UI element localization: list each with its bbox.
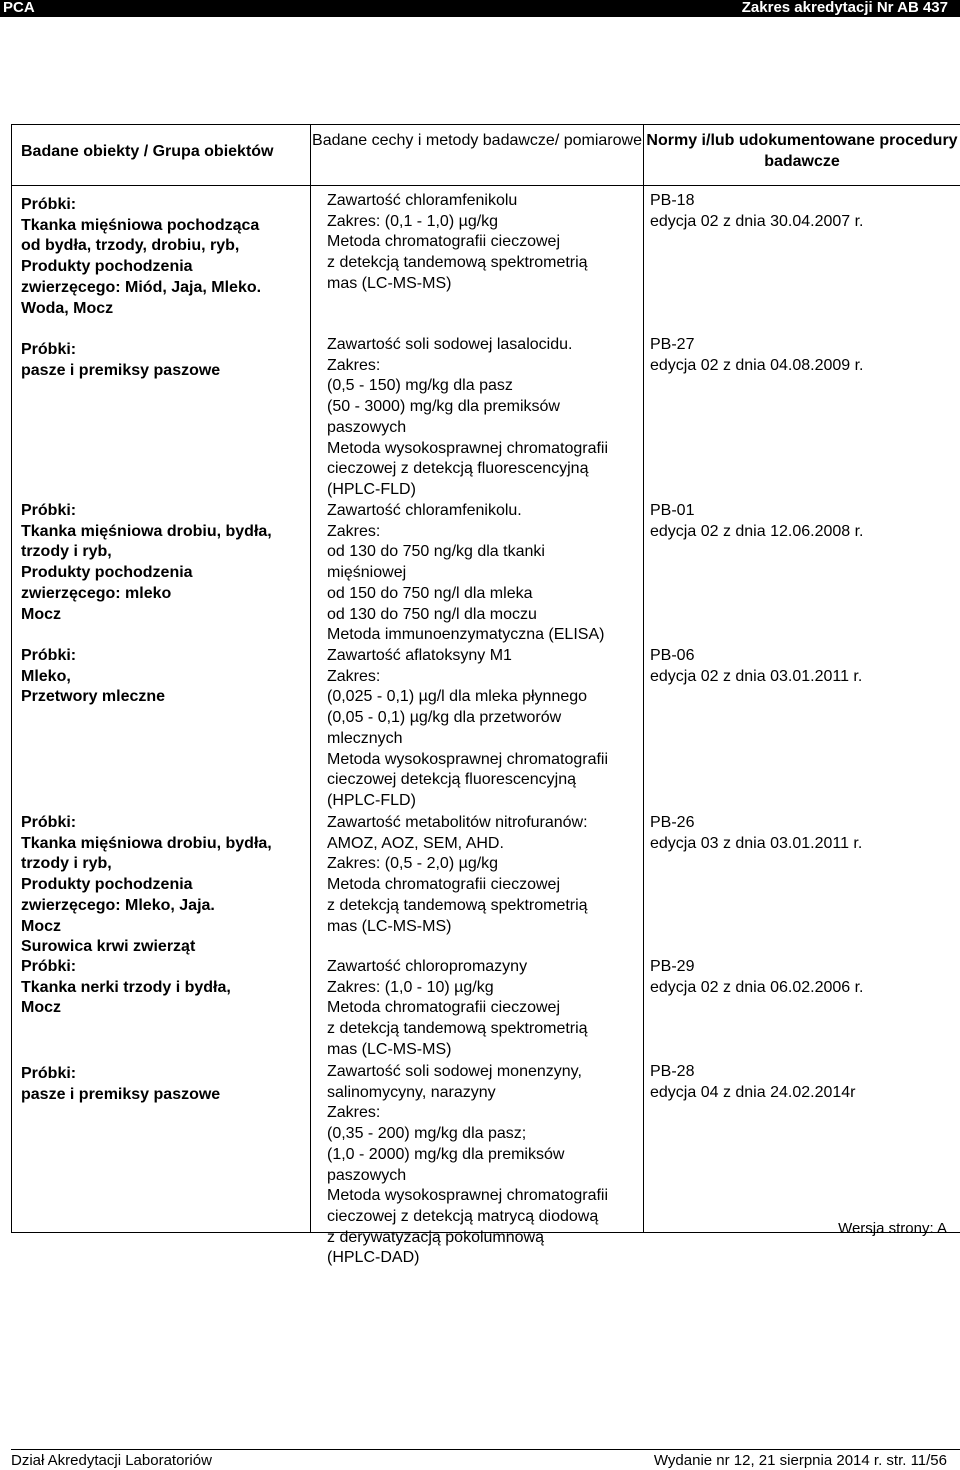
method-block-4: [327, 646, 608, 812]
method-block-line: Zawartość soli sodowej lasalocidu.: [327, 336, 573, 353]
table-body-row: [12, 186, 960, 1233]
object-group-line: zwierzęcego: mleko: [21, 584, 172, 602]
method-block-line: Zakres: (0,5 - 2,0) µg/kg: [327, 855, 499, 873]
method-block-line: mas (LC-MS-MS): [327, 917, 452, 935]
method-block-line: (HPLC-FLD): [327, 480, 416, 498]
footer-divider: [11, 1449, 960, 1450]
method-block-line: (0,05 - 0,1) µg/kg dla przetworów: [327, 709, 562, 727]
object-group-line: Próbki:: [21, 958, 77, 975]
method-block-line: Zawartość metabolitów nitrofuranów:: [327, 814, 588, 831]
norm-block-line: edycja 02 z dnia 12.06.2008 r.: [650, 522, 864, 540]
object-group-line: pasze i premiksy paszowe: [21, 1085, 221, 1103]
method-block-line: (0,5 - 150) mg/kg dla pasz: [327, 377, 513, 395]
method-block-line: Zakres: (1,0 - 10) µg/kg: [327, 978, 494, 996]
method-block-7: [327, 1062, 608, 1269]
norm-block-2: [650, 335, 864, 376]
method-block-line: paszowych: [327, 418, 407, 436]
norm-block-line: PB-06: [650, 647, 695, 664]
header-accreditation: Zakres akredytacji Nr AB 437: [741, 0, 948, 16]
method-block-line: (HPLC-DAD): [327, 1249, 420, 1267]
method-block-1: [327, 191, 588, 295]
object-group-line: Produkty pochodzenia: [21, 876, 193, 894]
method-block-line: od 150 do 750 ng/l dla mleka: [327, 584, 533, 602]
method-block-line: Metoda chromatografii cieczowej: [327, 876, 560, 894]
method-block-line: Metoda wysokosprawnej chromatografii: [327, 439, 609, 457]
norm-block-line: edycja 02 z dnia 06.02.2006 r.: [650, 978, 864, 996]
footer-department: Dział Akredytacji Laboratoriów: [11, 1452, 212, 1469]
method-block-line: mięśniowej: [327, 564, 407, 582]
object-group-3: [21, 501, 272, 625]
method-block-line: od 130 do 750 ng/kg dla tkanki: [327, 543, 545, 561]
method-block-3: [327, 501, 604, 646]
method-block-line: salinomycyny, narazyny: [327, 1083, 496, 1101]
object-group-line: Próbki:: [21, 341, 77, 358]
object-group-line: Próbki:: [21, 647, 77, 664]
method-block-line: Zakres:: [327, 522, 381, 540]
method-block-line: Zakres: (0,1 - 1,0) µg/kg: [327, 212, 499, 230]
object-group-line: zwierzęcego: Miód, Jaja, Mleko.: [21, 278, 262, 296]
norm-block-line: PB-29: [650, 958, 695, 975]
norm-block-6: [650, 957, 864, 998]
table-header-row: [12, 125, 960, 186]
object-group-7: [21, 1064, 220, 1105]
norm-block-line: PB-18: [650, 192, 695, 209]
header-norms: Normy i/lub udokumentowane procedury badawcze: [644, 125, 960, 186]
method-block-line: Zawartość aflatoksyny M1: [327, 647, 512, 664]
method-block-line: Metoda wysokosprawnej chromatografii: [327, 1187, 609, 1205]
object-group-line: od bydła, trzody, drobiu, ryb,: [21, 237, 240, 255]
norm-block-line: PB-28: [650, 1063, 695, 1080]
method-block-line: mlecznych: [327, 729, 403, 747]
object-group-line: Przetwory mleczne: [21, 688, 166, 706]
object-group-line: Próbki:: [21, 502, 77, 519]
object-group-line: Produkty pochodzenia: [21, 258, 193, 276]
norm-block-line: PB-01: [650, 502, 695, 519]
method-block-line: (0,025 - 0,1) µg/l dla mleka płynnego: [327, 688, 588, 706]
object-group-line: Tkanka nerki trzody i bydła,: [21, 978, 231, 996]
object-group-line: Mocz: [21, 999, 61, 1017]
object-group-line: Próbki:: [21, 196, 77, 213]
method-block-line: z detekcją tandemową spektrometrią: [327, 254, 588, 272]
norm-block-line: edycja 02 z dnia 04.08.2009 r.: [650, 356, 864, 374]
object-group-line: trzody i ryb,: [21, 543, 112, 561]
object-group-line: trzody i ryb,: [21, 855, 112, 873]
method-block-line: Zawartość soli sodowej monenzyny,: [327, 1063, 582, 1080]
method-block-line: Metoda chromatografii cieczowej: [327, 233, 560, 251]
object-group-line: Tkanka mięśniowa pochodząca: [21, 216, 260, 234]
page-header-bar: [0, 0, 960, 17]
norm-block-line: edycja 02 z dnia 30.04.2007 r.: [650, 212, 864, 230]
object-group-line: Mocz: [21, 605, 61, 623]
method-block-6: [327, 957, 588, 1061]
method-block-line: Metoda chromatografii cieczowej: [327, 999, 560, 1017]
method-block-line: Zakres:: [327, 356, 381, 374]
object-group-line: Produkty pochodzenia: [21, 564, 193, 582]
header-org: PCA: [3, 0, 35, 16]
object-group-line: Tkanka mięśniowa drobiu, bydła,: [21, 834, 272, 852]
method-block-line: Metoda wysokosprawnej chromatografii: [327, 750, 609, 768]
object-group-2: [21, 340, 220, 381]
method-block-line: z derywatyzacją pokolumnową: [327, 1228, 544, 1246]
method-block-line: od 130 do 750 ng/l dla moczu: [327, 605, 537, 623]
method-block-line: (HPLC-FLD): [327, 791, 416, 809]
norm-block-line: edycja 04 z dnia 24.02.2014r: [650, 1083, 856, 1101]
object-group-5: [21, 813, 272, 958]
norm-block-7: [650, 1062, 855, 1103]
object-group-4: [21, 646, 165, 708]
method-block-line: cieczowej z detekcją fluorescencyjną: [327, 460, 589, 478]
method-block-line: z detekcją tandemową spektrometrią: [327, 896, 588, 914]
header-methods: Badane cechy i metody badawcze/ pomiarowe: [311, 125, 644, 186]
methods-column: [311, 186, 644, 1267]
method-block-line: Zawartość chloropromazyny: [327, 958, 528, 975]
norm-block-4: [650, 646, 862, 687]
norm-block-1: [650, 191, 864, 232]
method-block-line: cieczowej detekcją fluorescencyjną: [327, 771, 577, 789]
page-version: Wersja strony: A: [838, 1220, 947, 1237]
method-block-line: mas (LC-MS-MS): [327, 274, 452, 292]
object-group-line: Mleko,: [21, 667, 71, 685]
norm-block-line: edycja 03 z dnia 03.01.2011 r.: [650, 834, 863, 852]
method-block-line: Zakres:: [327, 1104, 381, 1122]
method-block-line: (1,0 - 2000) mg/kg dla premiksów: [327, 1145, 565, 1163]
object-group-line: Mocz: [21, 917, 61, 935]
method-block-line: z detekcją tandemową spektrometrią: [327, 1020, 588, 1038]
header-objects: Badane obiekty / Grupa obiektów: [12, 125, 311, 186]
norm-block-line: edycja 02 z dnia 03.01.2011 r.: [650, 667, 863, 685]
object-group-line: Tkanka mięśniowa drobiu, bydła,: [21, 522, 272, 540]
object-group-line: zwierzęcego: Mleko, Jaja.: [21, 896, 215, 914]
method-block-line: mas (LC-MS-MS): [327, 1040, 452, 1058]
norm-block-5: [650, 813, 862, 854]
method-block-line: AMOZ, AOZ, SEM, AHD.: [327, 834, 504, 852]
method-block-5: [327, 813, 588, 937]
object-group-line: Surowica krwi zwierząt: [21, 938, 196, 956]
accreditation-table: [11, 124, 960, 1267]
method-block-line: paszowych: [327, 1166, 407, 1184]
method-block-2: [327, 335, 608, 501]
objects-column: [12, 186, 311, 1233]
object-group-line: Woda, Mocz: [21, 299, 114, 317]
method-block-line: Zakres:: [327, 667, 381, 685]
object-group-line: Próbki:: [21, 1065, 77, 1082]
method-block-line: (50 - 3000) mg/kg dla premiksów: [327, 398, 560, 416]
method-block-line: Zawartość chloramfenikolu.: [327, 502, 522, 519]
method-block-line: (0,35 - 200) mg/kg dla pasz;: [327, 1125, 527, 1143]
object-group-line: pasze i premiksy paszowe: [21, 361, 221, 379]
method-block-line: cieczowej z detekcją matrycą diodową: [327, 1207, 599, 1225]
norm-block-3: [650, 501, 864, 542]
footer-edition: Wydanie nr 12, 21 sierpnia 2014 r. str. 11/56: [653, 1452, 947, 1469]
norms-column: [644, 186, 960, 1233]
object-group-line: Próbki:: [21, 814, 77, 831]
norm-block-line: PB-26: [650, 814, 695, 831]
norm-block-line: PB-27: [650, 336, 695, 353]
object-group-1: [21, 195, 261, 319]
method-block-line: Metoda immunoenzymatyczna (ELISA): [327, 626, 605, 644]
object-group-6: [21, 957, 231, 1019]
method-block-line: Zawartość chloramfenikolu: [327, 192, 518, 209]
